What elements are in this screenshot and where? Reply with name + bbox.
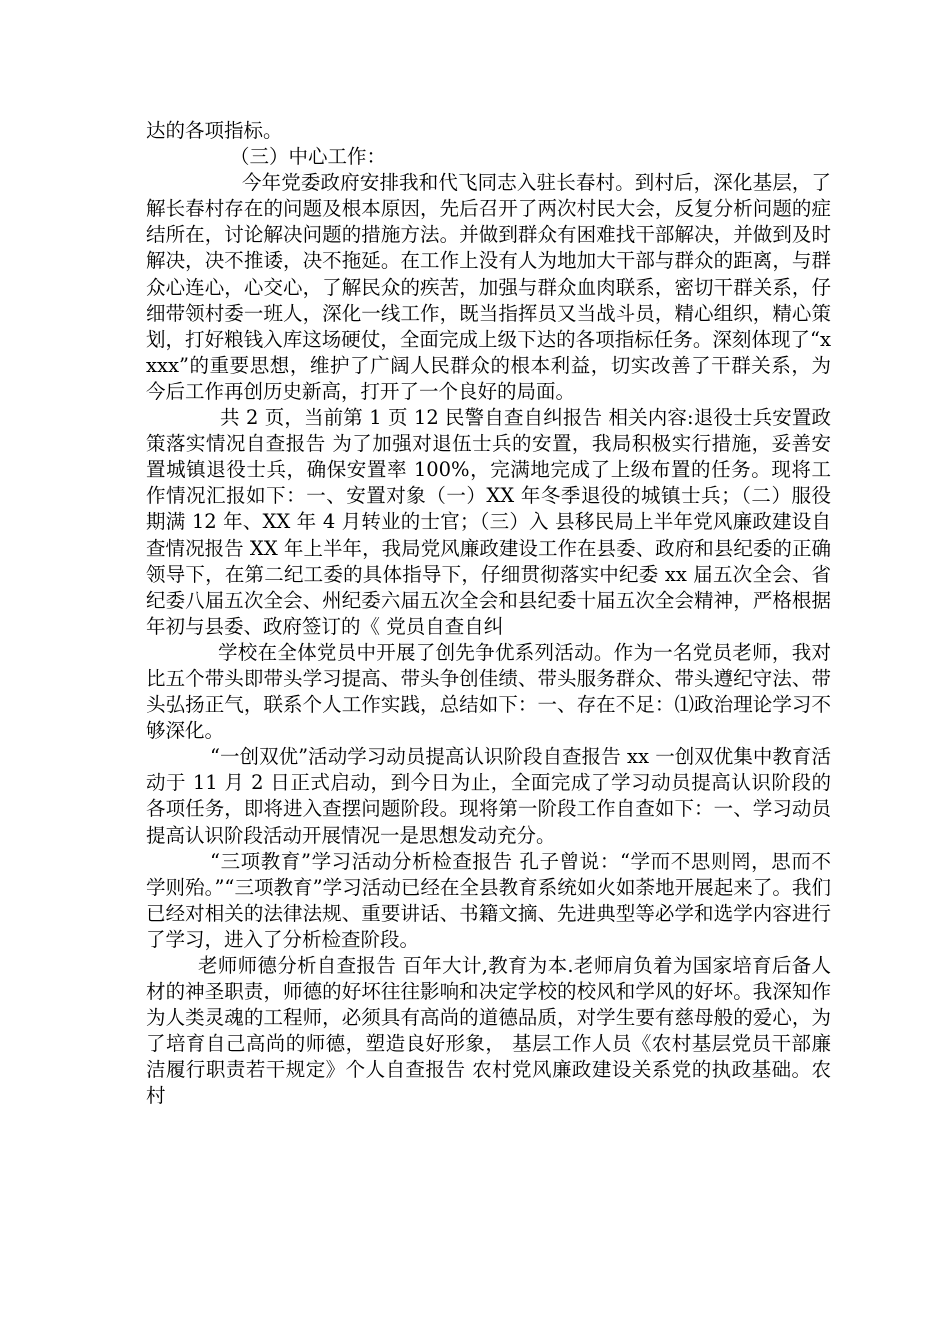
paragraph-village-work: 今年党委政府安排我和代飞同志入驻长春村。到村后，深化基层，了解长春村存在的问题及根本原因，先后召开了两次村民大会，反复分析问题的症结所在，讨论解决问题的措施方法。并做到群众有困难找干部解决，并做到及时解决，决不推诿，决不拖延。在工作上没有人为地加大干部与群众的距离，与群众心连心，心交心，了解民众的疾苦，加强与群众血肉联系，密切干群关系，仔细带领村委一班人，深化一线工作，既当指挥员又当战斗员，精心组织，精心策划，打好粮钱入库这场硬仗，全面完成上级下达的各项指标任务。深刻体现了“xxxx”的重要思想，维护了广阔人民群众的根本利益，切实改善了干群关系，为今后工作再创历史新高，打开了一个良好的局面。 bbox=[146, 171, 831, 403]
document-body bbox=[146, 118, 831, 1110]
paragraph-school-party-members: 学校在全体党员中开展了创先争优系列活动。作为一名党员老师，我对比五个带头即带头学习提高、带头争创佳绩、带头服务群众、带头遵纪守法、带头弘扬正气，联系个人工作实践，总结如下：一、存在不足：⑴政治理论学习不够深化。 bbox=[146, 640, 831, 743]
paragraph-teacher-ethics: 老师师德分析自查报告 百年大计,教育为本.老师肩负着为国家培育后备人材的神圣职责，师德的好坏往往影响和决定学校的校风和学风的好坏。我深知作为人类灵魂的工程师，必须具有高尚的道德品质，对学生要有慈母般的爱心，为了培育自己高尚的师德，塑造良好形象， 基层工作人员《农村基层党员干部廉洁履行职责若干规定》个人自查报告 农村党风廉政建设关系党的执政基础。农村 bbox=[146, 954, 831, 1108]
paragraph-yichuang-shuangyou: “一创双优”活动学习动员提高认识阶段自查报告 xx 一创双优集中教育活动于 11 月 2 日正式启动，到今日为止，全面完成了学习动员提高认识阶段的各项任务，即将进入查摆问题阶段。现将第一阶段工作自查如下：一、学习动员提高认识阶段活动开展情况一是思想发动充分。 bbox=[146, 745, 831, 847]
paragraph-page-info-reports: 共 2 页，当前第 1 页 12 民警自查自纠报告 相关内容:退役士兵安置政策落实情况自查报告 为了加强对退伍士兵的安置，我局积极实行措施，妥善安置城镇退役士兵，确保安置率 100%，完满地完成了上级布置的任务。现将工作情况汇报如下：一、安置对象（一）XX 年冬季退役的城镇士兵；（二）服役期满 12 年、XX 年 4 月转业的士官；（三）入 县移民局上半年党风廉政建设自查情况报告 XX 年上半年，我局党风廉政建设工作在县委、政府和县纪委的正确领导下，在第二纪工委的具体指导下，仔细贯彻落实中纪委 xx 届五次全会、省纪委八届五次全会、州纪委六届五次全会和县纪委十届五次全会精神，严格根据年初与县委、政府签订的《 党员自查自纠 bbox=[146, 406, 831, 638]
section-heading-central-work: （三）中心工作： bbox=[230, 145, 387, 169]
paragraph-three-education: “三项教育”学习活动分析检查报告 孔子曾说：“学而不思则罔，思而不学则殆。”“三项教育”学习活动已经在全县教育系统如火如荼地开展起来了。我们已经对相关的法律法规、重要讲话、书籍文摘、先进典型等必学和选学内容进行了学习，进入了分析检查阶段。 bbox=[146, 849, 831, 951]
paragraph-continuation: 达的各项指标。 bbox=[146, 119, 283, 142]
